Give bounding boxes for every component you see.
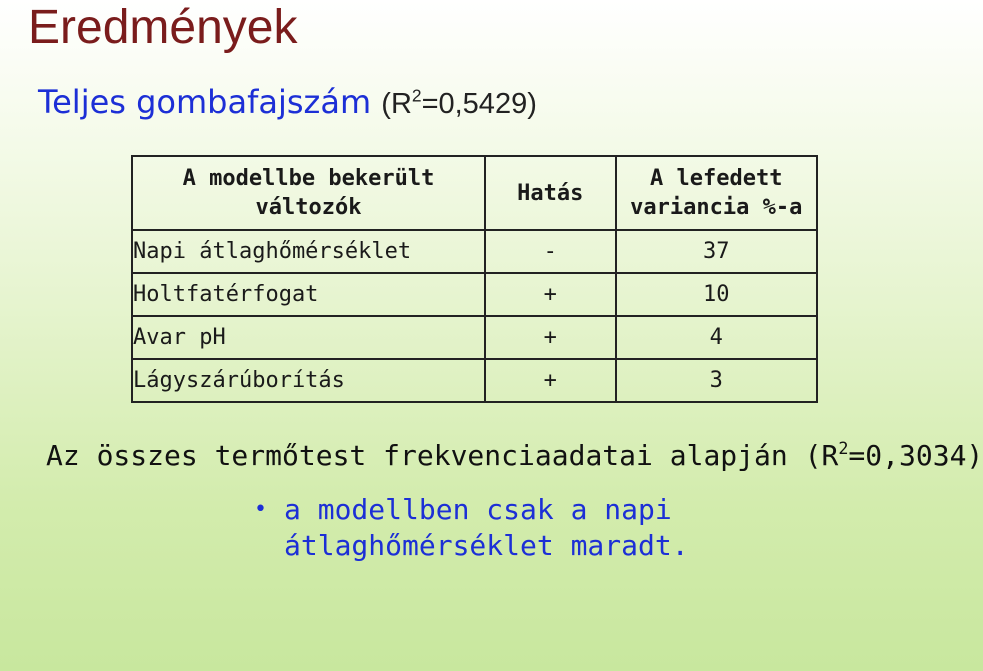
table-row	[132, 359, 817, 402]
row-effect: +	[485, 273, 616, 316]
subtitle-r2-value: =0,5429)	[421, 88, 537, 120]
header-effect: Hatás	[485, 156, 616, 230]
subtitle-r2-superscript: 2	[411, 85, 422, 106]
row-variable: Lágyszárúborítás	[132, 359, 485, 402]
subtitle-r2-prefix: (R	[381, 88, 412, 120]
header-variables: A modellbe bekerült változók	[132, 156, 485, 230]
subtitle	[38, 82, 537, 124]
row-variance: 3	[616, 359, 817, 402]
row-variance: 37	[616, 230, 817, 273]
bullet-icon: •	[254, 497, 267, 522]
summary-r2-superscript: 2	[838, 438, 849, 459]
table-row	[132, 316, 817, 359]
summary-text: Az összes termőtest frekvenciaadatai alapján (R	[46, 439, 839, 472]
row-variable: Napi átlaghőmérséklet	[132, 230, 485, 273]
slide-title: Eredmények	[28, 1, 298, 54]
bullet-list	[254, 492, 704, 564]
row-effect: +	[485, 359, 616, 402]
table-header-row	[132, 156, 817, 230]
list-item	[254, 492, 704, 564]
bullet-text: a modellben csak a napi átlaghőmérséklet maradt.	[284, 493, 689, 562]
subtitle-r-squared	[381, 85, 537, 120]
table-row	[132, 273, 817, 316]
row-variance: 4	[616, 316, 817, 359]
row-variable: Holtfatérfogat	[132, 273, 485, 316]
table-row	[132, 230, 817, 273]
results-table	[131, 155, 818, 403]
summary-r2-value: =0,3034)	[848, 439, 983, 472]
header-variance: A lefedett variancia %-a	[616, 156, 817, 230]
subtitle-label: Teljes gombafajszám	[38, 83, 372, 121]
row-effect: -	[485, 230, 616, 273]
row-variable: Avar pH	[132, 316, 485, 359]
row-variance: 10	[616, 273, 817, 316]
summary-line	[46, 438, 983, 474]
row-effect: +	[485, 316, 616, 359]
